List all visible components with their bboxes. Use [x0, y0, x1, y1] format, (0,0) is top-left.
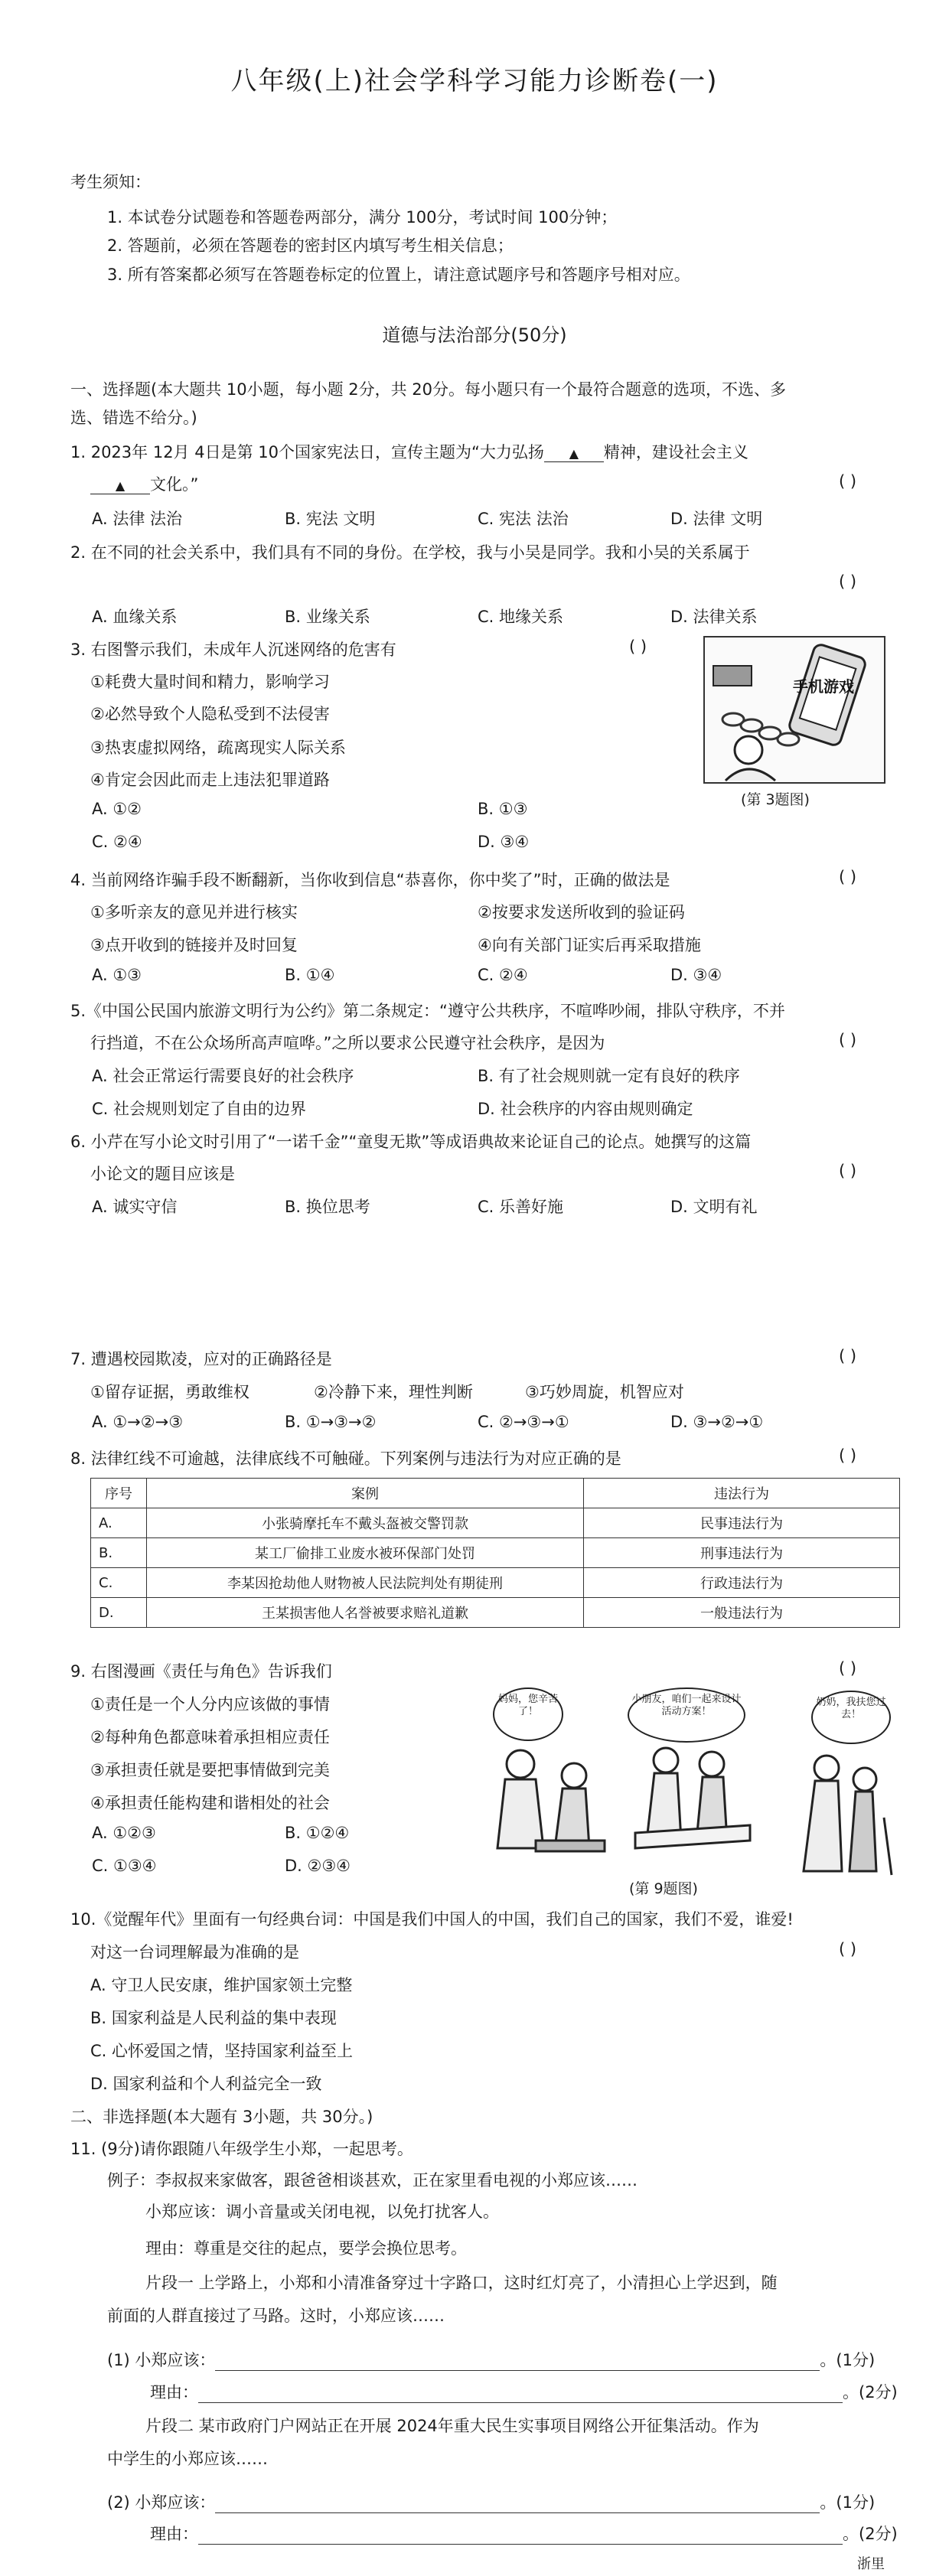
table-cell: A.: [91, 1508, 147, 1538]
q3-option-d: D. ③④: [478, 833, 530, 851]
q11-fragment1-line2: 前面的人群直接过了马路。这时，小郑应该……: [107, 2307, 445, 2325]
q2-stem: 2. 在不同的社会关系中，我们具有不同的身份。在学校，我与小吴是同学。我和小吴的关系属于: [70, 543, 750, 562]
q5-stem-line1: 5.《中国公民国内旅游文明行为公约》第二条规定：“遵守公共秩序，不喧哗吵闹，排队守秩序，不并: [70, 1002, 785, 1020]
answer-line[interactable]: [215, 2352, 820, 2371]
q7-option-c: C. ②→③→①: [478, 1413, 569, 1431]
table-cell: 刑事违法行为: [584, 1538, 900, 1568]
table-cell: 王某损害他人名誉被要求赔礼道歉: [147, 1598, 584, 1628]
q9-caption: (第 9题图): [629, 1880, 698, 1897]
blank-marker: ▲: [569, 446, 579, 461]
q4-option-b: B. ①④: [285, 966, 335, 984]
table-cell: 某工厂偷排工业废水被环保部门处罚: [147, 1538, 584, 1568]
table-header: 违法行为: [584, 1479, 900, 1508]
q10-answer-paren: ( ): [839, 1940, 857, 1958]
q6-option-a: A. 诚实守信: [92, 1198, 178, 1216]
table-row: [91, 1598, 900, 1628]
q1-option-a: A. 法律 法治: [92, 510, 183, 528]
q4-item-3: ③点开收到的链接并及时回复: [90, 936, 298, 954]
q9-option-b: B. ①②④: [285, 1824, 350, 1842]
table-header: 案例: [147, 1479, 584, 1508]
q10-stem-line2: 对这一台词理解最为准确的是: [90, 1943, 299, 1961]
q3-item-2: ②必然导致个人隐私受到不法侵害: [90, 705, 330, 723]
q6-option-b: B. 换位思考: [285, 1198, 370, 1216]
table-row: [91, 1568, 900, 1598]
q9-stem: 9. 右图漫画《责任与角色》告诉我们: [70, 1662, 332, 1681]
q9-option-c: C. ①③④: [92, 1857, 157, 1875]
notice-item-2: 2. 答题前，必须在答题卷的密封区内填写考生相关信息；: [107, 236, 514, 255]
q2-option-a: A. 血缘关系: [92, 608, 178, 626]
section2-heading: 二、非选择题(本大题有 3小题，共 30分。): [70, 2108, 373, 2126]
q4-option-a: A. ①③: [92, 966, 142, 984]
q4-stem: 4. 当前网络诈骗手段不断翻新，当你收到信息“恭喜你，你中奖了”时，正确的做法是: [70, 871, 670, 889]
q3-option-c: C. ②④: [92, 833, 142, 851]
q9-illustration: [490, 1687, 903, 1879]
table-cell: C.: [91, 1568, 147, 1598]
q10-option-d: D. 国家利益和个人利益完全一致: [90, 2075, 322, 2093]
table-header-row: [91, 1479, 900, 1508]
phone-game-label: 手机游戏: [793, 677, 854, 696]
q5-option-a: A. 社会正常运行需要良好的社会秩序: [92, 1067, 354, 1085]
q3-caption: (第 3题图): [741, 791, 810, 808]
table-cell: D.: [91, 1598, 147, 1628]
table-cell: 小张骑摩托车不戴头盔被交警罚款: [147, 1508, 584, 1538]
q4-item-4: ④向有关部门证实后再采取措施: [478, 936, 701, 954]
q7-option-b: B. ①→③→②: [285, 1413, 377, 1431]
q8-table: [90, 1478, 900, 1628]
q10-stem-line1: 10.《觉醒年代》里面有一句经典台词：中国是我们中国人的中国，我们自己的国家，我们不爱，谁爱!: [70, 1910, 794, 1929]
speech-bubble: 奶奶，我扶您过去！: [811, 1691, 891, 1744]
notice-heading: 考生须知：: [70, 173, 151, 191]
table-header: 序号: [91, 1479, 147, 1508]
q11-reason1-row: 理由： 。(2分): [150, 2383, 898, 2402]
q1-stem-cont: ▲ 文化。”: [90, 472, 198, 495]
table-cell: 李某因抢劫他人财物被人民法院判处有期徒刑: [147, 1568, 584, 1598]
q9-option-d: D. ②③④: [285, 1857, 351, 1875]
footer-mark: 浙里: [857, 2556, 885, 2572]
table-cell: 一般违法行为: [584, 1598, 900, 1628]
q4-answer-paren: ( ): [839, 868, 857, 886]
q9-item-4: ④承担责任能构建和谐相处的社会: [90, 1794, 330, 1812]
answer-line[interactable]: [198, 2384, 843, 2403]
q5-answer-paren: ( ): [839, 1031, 857, 1049]
q7-option-a: A. ①→②→③: [92, 1413, 184, 1431]
table-row: [91, 1508, 900, 1538]
q8-answer-paren: ( ): [839, 1446, 857, 1465]
q1-stem: 1. 2023年 12月 4日是第 10个国家宪法日，宣传主题为“大力弘扬 ▲ 精神，建设社会主义: [70, 443, 748, 461]
table-cell: B.: [91, 1538, 147, 1568]
q7-option-d: D. ③→②→①: [670, 1413, 764, 1431]
q9-item-3: ③承担责任就是要把事情做到完美: [90, 1761, 330, 1779]
q10-option-a: A. 守卫人民安康，维护国家领土完整: [90, 1976, 353, 1994]
q11-answer1-row: (1) 小郑应该： 。(1分): [107, 2351, 876, 2369]
q2-answer-paren: ( ): [839, 572, 857, 591]
answer-line[interactable]: [198, 2525, 843, 2545]
page-title: 八年级(上)社会学科学习能力诊断卷(一): [230, 66, 719, 96]
q10-option-c: C. 心怀爱国之情，坚持国家利益至上: [90, 2042, 354, 2060]
q6-option-d: D. 文明有礼: [670, 1198, 758, 1216]
q1-option-d: D. 法律 文明: [670, 510, 763, 528]
q7-answer-paren: ( ): [839, 1347, 857, 1365]
q8-stem: 8. 法律红线不可逾越，法律底线不可触碰。下列案例与违法行为对应正确的是: [70, 1449, 621, 1468]
q9-answer-paren: ( ): [839, 1659, 857, 1678]
answer-line[interactable]: [215, 2494, 820, 2513]
part-title: 道德与法治部分(50分): [382, 324, 567, 346]
q3-answer-paren: ( ): [629, 637, 647, 656]
q6-stem-line1: 6. 小芹在写小论文时引用了“一诺千金”“童叟无欺”等成语典故来论证自己的论点。她撰写的这篇: [70, 1133, 752, 1151]
q6-option-c: C. 乐善好施: [478, 1198, 564, 1216]
q3-item-4: ④肯定会因此而走上违法犯罪道路: [90, 771, 330, 789]
q4-option-d: D. ③④: [670, 966, 722, 984]
q7-item-2: ②冷静下来，理性判断: [314, 1383, 473, 1401]
q9-item-2: ②每种角色都意味着承担相应责任: [90, 1728, 330, 1746]
q1-option-b: B. 宪法 文明: [285, 510, 376, 528]
q11-fragment2-line1: 片段二 某市政府门户网站正在开展 2024年重大民生实事项目网络公开征集活动。作为: [145, 2417, 759, 2435]
table-cell: 民事违法行为: [584, 1508, 900, 1538]
q11-reason2-row: 理由： 。(2分): [150, 2525, 898, 2543]
q3-option-b: B. ①③: [478, 800, 528, 818]
q11-intro: 11. (9分)请你跟随八年级学生小郑，一起思考。: [70, 2140, 413, 2158]
q11-fragment1-line1: 片段一 上学路上，小郑和小清准备穿过十字路口，这时红灯亮了，小清担心上学迟到，随: [145, 2274, 778, 2292]
q5-option-c: C. 社会规则划定了自由的边界: [92, 1100, 307, 1118]
q7-item-1: ①留存证据，勇敢维权: [90, 1383, 249, 1401]
q11-example: 例子：李叔叔来家做客，跟爸爸相谈甚欢，正在家里看电视的小郑应该……: [107, 2171, 638, 2190]
q11-answer2-row: (2) 小郑应该： 。(1分): [107, 2493, 876, 2512]
section1-line1: 一、选择题(本大题共 10小题，每小题 2分，共 20分。每小题只有一个最符合题意的选项，不选、多: [70, 380, 787, 399]
q5-stem-line2: 行挡道，不在公众场所高声喧哗。”之所以要求公民遵守社会秩序，是因为: [90, 1034, 605, 1052]
q2-option-b: B. 业缘关系: [285, 608, 370, 626]
notice-item-3: 3. 所有答案都必须写在答题卷标定的位置上，请注意试题序号和答题序号相对应。: [107, 266, 690, 284]
q4-option-c: C. ②④: [478, 966, 528, 984]
q5-option-b: B. 有了社会规则就一定有良好的秩序: [478, 1067, 740, 1085]
q1-option-c: C. 宪法 法治: [478, 510, 569, 528]
q7-item-3: ③巧妙周旋，机智应对: [525, 1383, 684, 1401]
q3-stem: 3. 右图警示我们，未成年人沉迷网络的危害有: [70, 641, 396, 659]
blank-marker: ▲: [115, 478, 126, 493]
q10-option-b: B. 国家利益是人民利益的集中表现: [90, 2009, 337, 2027]
q5-option-d: D. 社会秩序的内容由规则确定: [478, 1100, 693, 1118]
notice-item-1: 1. 本试卷分试题卷和答题卷两部分，满分 100分，考试时间 100分钟；: [107, 208, 618, 227]
q11-example-reason: 理由：尊重是交往的起点，要学会换位思考。: [145, 2239, 467, 2258]
table-row: [91, 1538, 900, 1568]
q4-item-1: ①多听亲友的意见并进行核实: [90, 903, 298, 921]
q2-option-d: D. 法律关系: [670, 608, 758, 626]
q6-answer-paren: ( ): [839, 1162, 857, 1180]
q7-stem: 7. 遭遇校园欺凌，应对的正确路径是: [70, 1350, 332, 1368]
cartoon-figures-icon: [490, 1733, 903, 1879]
q6-stem-line2: 小论文的题目应该是: [90, 1165, 235, 1183]
q3-illustration: [703, 635, 886, 784]
q11-example-should: 小郑应该：调小音量或关闭电视，以免打扰客人。: [145, 2203, 499, 2221]
q4-item-2: ②按要求发送所收到的验证码: [478, 903, 685, 921]
q9-option-a: A. ①②③: [92, 1824, 156, 1842]
section1-line2: 选、错选不给分。): [70, 409, 197, 427]
q2-option-c: C. 地缘关系: [478, 608, 564, 626]
q9-item-1: ①责任是一个人分内应该做的事情: [90, 1695, 330, 1714]
speech-bubble: 妈妈，您辛苦了！: [493, 1687, 563, 1741]
q1-answer-paren: ( ): [839, 472, 857, 491]
speech-bubble: 小朋友，咱们一起来设计活动方案！: [628, 1687, 745, 1743]
table-cell: 行政违法行为: [584, 1568, 900, 1598]
q3-item-1: ①耗费大量时间和精力，影响学习: [90, 673, 330, 691]
q3-item-3: ③热衷虚拟网络，疏离现实人际关系: [90, 739, 346, 757]
q3-option-a: A. ①②: [92, 800, 142, 818]
q11-fragment2-line2: 中学生的小郑应该……: [107, 2450, 268, 2468]
